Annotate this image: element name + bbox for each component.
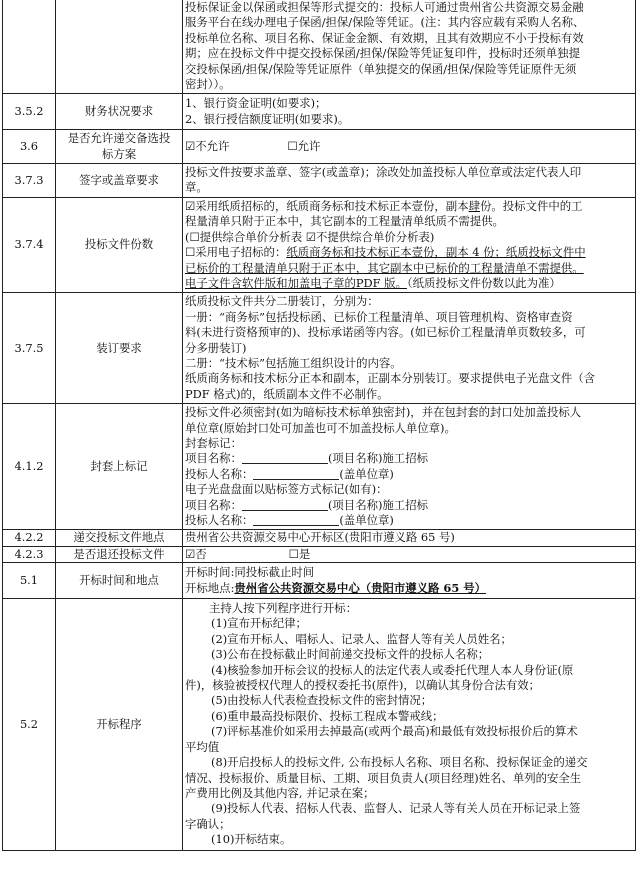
- content-line: [185, 276, 633, 291]
- content-line: 料(未进行资格预审的)、投标承诺函等内容。(如已标价工程量清单页数较多，可: [185, 325, 586, 340]
- clause-label: 是否退还投标文件: [56, 546, 183, 562]
- table-row: [3, 404, 636, 530]
- clause-number: 5.2: [3, 599, 56, 851]
- clause-label-line: 标方案: [101, 146, 137, 161]
- procedure-step: (8)开启投标人的投标文件, 公布投标人名称、项目名称、投标保证金的递交: [211, 755, 588, 770]
- field-label: 投标人名称：: [185, 466, 254, 481]
- field-suffix: (盖单位章): [339, 513, 394, 527]
- field-suffix: (盖单位章): [339, 466, 394, 481]
- fill-blank: [242, 498, 328, 511]
- clause-number: 3.7.5: [3, 293, 56, 404]
- paper-tender-text: ☑采用纸质招标的，纸质商务标和技术标正本壹份，副本: [185, 198, 469, 213]
- table-row: [3, 546, 636, 562]
- content-line: 2、银行授信额度证明(如要求)。: [185, 111, 350, 126]
- content-line: 分多册装订): [185, 340, 247, 355]
- procedure-step-cont: 件)，核验被授权代理人的授权委托书(原件)，以确认其身份合法有效；: [185, 678, 541, 693]
- procedure-step: (5)由投标人代表检查投标文件的密封情况；: [211, 693, 433, 708]
- copies-count: 肆: [468, 198, 480, 213]
- content-line: 纸质投标文件共分二册装订，分别为：: [185, 294, 379, 309]
- clause-number: 3.5.2: [3, 94, 56, 130]
- fill-blank: [242, 451, 328, 464]
- content-line: [185, 199, 633, 214]
- table-row: [3, 599, 636, 851]
- table-row: [3, 130, 636, 164]
- clause-number: 4.2.2: [3, 530, 56, 546]
- option-no-checkbox: ☑否: [185, 546, 207, 561]
- table-row: [3, 563, 636, 599]
- clause-label: 开标时间和地点: [56, 563, 183, 599]
- procedure-step-cont: 平均值: [185, 739, 220, 754]
- clause-number: 4.1.2: [3, 404, 56, 530]
- content-line: [185, 245, 633, 260]
- clause-content: [183, 293, 636, 404]
- table-row: [3, 0, 636, 94]
- content-line: 投标单位名称、项目名称、保证金金额、有效期，且其有效期应不小于投标有效: [185, 30, 584, 45]
- clause-number: 3.6: [3, 130, 56, 164]
- content-line: 密封））。: [185, 77, 231, 92]
- clause-label: 投标文件份数: [56, 197, 183, 292]
- content-line: 电子光盘盘面以贴标签方式标记(如有)：: [185, 482, 388, 497]
- content-line: 纸质商务标和技术标分正本和副本，正副本分别装订。要求提供电子光盘文件（含: [185, 371, 596, 386]
- clause-content: [183, 0, 636, 94]
- opening-place: [185, 581, 633, 596]
- clause-content: 贵州省公共资源交易中心开标区(贵阳市遵义路 65 号): [183, 530, 636, 546]
- clause-label: 签字或盖章要求: [56, 164, 183, 198]
- clause-content: [183, 130, 636, 164]
- note-text: （纸质投标文件份数以此为准）: [406, 275, 561, 290]
- e-tender-text: 纸质商务标和技术标正本壹份，副本 4 份；纸质投标文件中: [286, 245, 586, 260]
- procedure-step: (6)重申最高投标限价、投标工程成本警戒线；: [211, 708, 444, 723]
- clause-number: 5.1: [3, 563, 56, 599]
- content-line: 服务平台在线办理电子保函/担保/保险等凭证。(注：其内容应载有采购人名称、: [185, 15, 585, 30]
- form-field-bidder-name: [185, 513, 633, 528]
- content-line: 二册：“技术标”包括施工组织设计的内容。: [185, 355, 402, 370]
- content-line: 程量清单只附于正本中，其它副本的工程量清单纸质不需提供。: [185, 214, 504, 229]
- table-row: [3, 197, 636, 292]
- clause-label-line: 是否允许递交备选投: [67, 131, 171, 146]
- field-suffix: (项目名称)施工招标: [327, 451, 428, 466]
- clause-content: [183, 546, 636, 562]
- opening-time: 开标时间:同投标截止时间: [185, 565, 315, 580]
- procedure-step: (1)宣布开标纪律；: [211, 616, 307, 631]
- clause-label: [56, 0, 183, 94]
- option-not-allowed-checkbox: ☑不允许: [185, 138, 230, 153]
- clause-content: [183, 197, 636, 292]
- clause-number: 3.7.4: [3, 197, 56, 292]
- fill-blank: [253, 513, 339, 526]
- paper-tender-text: 份。投标文件中的工: [480, 198, 583, 213]
- option-yes-checkbox: ☐是: [288, 546, 311, 561]
- content-line: (☐提供综合单价分析表 ☑不提供综合单价分析表): [185, 229, 435, 244]
- fill-blank: [253, 467, 339, 480]
- field-label: 项目名称：: [185, 497, 242, 512]
- content-line: 一册：“商务标”包括投标函、已标价工程量清单、项目管理机构、资格审查资: [185, 309, 573, 324]
- clause-label: 装订要求: [56, 293, 183, 404]
- form-field-bidder-name: [185, 467, 633, 482]
- procedure-step: (3)公布在投标截止时间前递交投标文件的投标人名称；: [211, 647, 490, 662]
- table-row: [3, 530, 636, 546]
- clause-label: 开标程序: [56, 599, 183, 851]
- content-line: 交投标保函/担保/保险等凭证原件（单独提交的保函/担保/保险等凭证原件无须: [185, 61, 577, 76]
- procedure-intro: 主持人按下列程序进行开标：: [209, 601, 358, 616]
- content-line: 1、银行资金证明(如要求)；: [185, 96, 327, 111]
- content-line: 章。: [185, 180, 208, 195]
- table-row: [3, 94, 636, 130]
- clause-number: 3.7.3: [3, 164, 56, 198]
- table-row: [3, 164, 636, 198]
- form-field-project-name: [185, 498, 633, 513]
- opening-place-value: 贵州省公共资源交易中心（贵阳市遵义路 65 号）: [234, 580, 487, 595]
- clause-number: [3, 0, 56, 94]
- clause-label: 财务状况要求: [56, 94, 183, 130]
- clause-content: [183, 599, 636, 851]
- content-line: 投标文件必须密封(如为暗标技术标单独密封)，并在包封套的封口处加盖投标人: [185, 405, 582, 420]
- procedure-step: (7)评标基准价如采用去掉最高(或两个最高)和最低有效投标报价后的算术: [211, 724, 578, 739]
- procedure-step-cont: 字确认；: [185, 816, 231, 831]
- option-allowed-checkbox: ☐允许: [287, 138, 321, 153]
- content-line: 已标价的工程量清单只附于正本中，其它副本中已标价的工程量清单不需提供。: [185, 260, 584, 275]
- opening-place-label: 开标地点:: [185, 580, 235, 595]
- e-tender-text: ☐采用电子招标的：: [185, 245, 287, 260]
- clause-label: [56, 130, 183, 164]
- procedure-step-cont: 情况、投标报价、质量目标、工期、项目负责人(项目经理)姓名、单列的安全生: [185, 770, 582, 785]
- content-line: PDF 格式)的，纸质副本文件不必制作。: [185, 386, 389, 401]
- clause-content: [183, 563, 636, 599]
- procedure-step: (10)开标结束。: [211, 832, 292, 847]
- content-line: 单位章(原始封口处可加盖也可不加盖投标人单位章)。: [185, 420, 456, 435]
- tender-data-table: [2, 0, 636, 851]
- e-file-text: 电子文件含软件版和加盖电子章的PDF 版。: [185, 275, 407, 290]
- clause-label: 封套上标记: [56, 404, 183, 530]
- table-row: [3, 293, 636, 404]
- content-line: 期；应在投标文件中提交投标保函/担保/保险等凭证复印件，投标时还须单独提: [185, 46, 580, 61]
- clause-number: 4.2.3: [3, 546, 56, 562]
- procedure-step: (2)宣布开标人、唱标人、记录人、监督人等有关人员姓名；: [211, 631, 512, 646]
- form-field-project-name: [185, 451, 633, 466]
- content-line: 封套标记：: [185, 435, 242, 450]
- clause-content: [183, 94, 636, 130]
- field-label: 项目名称：: [185, 451, 242, 466]
- clause-content: [183, 164, 636, 198]
- content-line: 投标文件按要求盖章、签字(或盖章)；涂改处加盖投标人单位章或法定代表人印: [185, 165, 582, 180]
- procedure-step-cont: 产费用比例及其他内容, 并记录在案；: [185, 785, 375, 800]
- field-suffix: (项目名称)施工招标: [327, 497, 428, 512]
- clause-content: [183, 404, 636, 530]
- field-label: 投标人名称：: [185, 513, 254, 527]
- procedure-step: (4)核验参加开标会议的投标人的法定代表人或委托代理人本人身份证(原: [211, 662, 574, 677]
- clause-label: 递交投标文件地点: [56, 530, 183, 546]
- procedure-step: (9)投标人代表、招标人代表、监督人、记录人等有关人员在开标记录上签: [211, 801, 581, 816]
- content-line: 投标保证金以保函或担保等形式提交的：投标人可通过贵州省公共资源交易金融: [185, 0, 584, 14]
